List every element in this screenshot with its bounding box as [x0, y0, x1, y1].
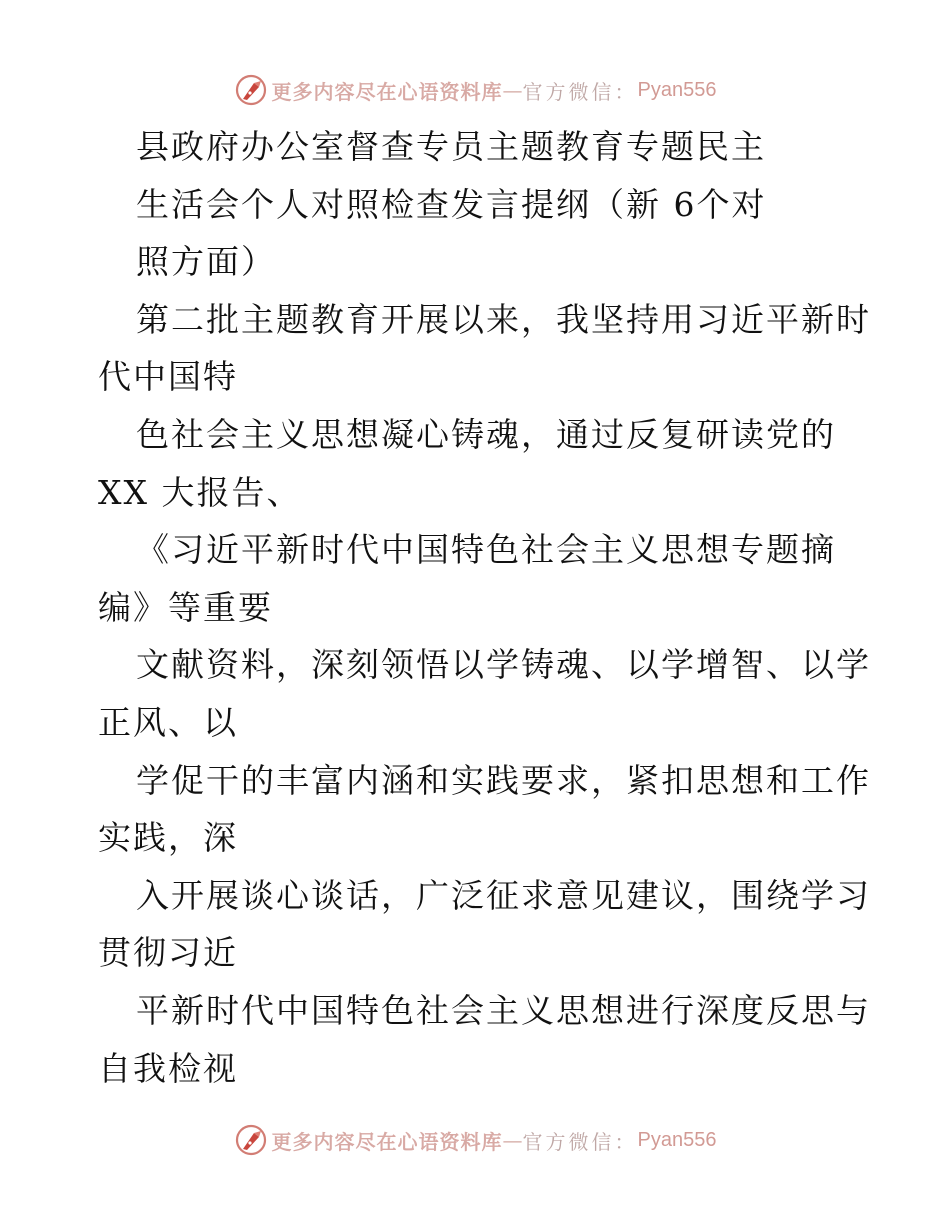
paragraph-line: 代中国特: [98, 357, 238, 397]
footer-banner: [0, 1120, 950, 1160]
title-line-1: 县政府办公室督查专员主题教育专题民主: [136, 127, 766, 166]
paragraph-line: 正风、以: [98, 702, 238, 742]
wechat-label: 官方微信：: [522, 79, 638, 104]
paragraph-line: 平新时代中国特色社会主义思想进行深度反思与: [136, 990, 871, 1030]
paragraph-line: 贯彻习近: [98, 933, 238, 973]
title-line-3: 照方面）: [136, 242, 276, 282]
brand-text: 更多内容尽在心语资料库: [271, 1129, 503, 1154]
paragraph-line: 实践，深: [98, 818, 238, 858]
header-banner: [0, 70, 950, 110]
pen-nib-logo-icon: [234, 73, 268, 107]
paragraph-line: 学促干的丰富内涵和实践要求，紧扣思想和工作: [136, 760, 871, 800]
paragraph-line: 第二批主题教育开展以来，我坚持用习近平新时: [136, 299, 871, 339]
paragraph-line: 自我检视: [98, 1048, 238, 1088]
wechat-id: Pyan556: [637, 1128, 717, 1151]
brand-text: 更多内容尽在心语资料库: [271, 79, 503, 104]
paragraph-line: 《习近平新时代中国特色社会主义思想专题摘: [136, 530, 836, 570]
banner-separator: —: [502, 78, 523, 102]
paragraph-line: 色社会主义思想凝心铸魂，通过反复研读党的: [136, 414, 836, 454]
title-line-2: 生活会个人对照检查发言提纲（新 6个对: [136, 184, 767, 224]
wechat-id: Pyan556: [637, 78, 717, 101]
pen-nib-logo-icon: [234, 1123, 268, 1157]
paragraph-line: XX 大报告、: [98, 472, 302, 512]
document-body: [98, 118, 871, 1097]
banner-separator: —: [502, 1128, 523, 1152]
wechat-label: 官方微信：: [522, 1129, 638, 1154]
paragraph-line: 文献资料，深刻领悟以学铸魂、以学增智、以学: [136, 645, 871, 685]
paragraph-line: 编》等重要: [98, 587, 273, 627]
paragraph-line: 入开展谈心谈话，广泛征求意见建议，围绕学习: [136, 875, 871, 915]
